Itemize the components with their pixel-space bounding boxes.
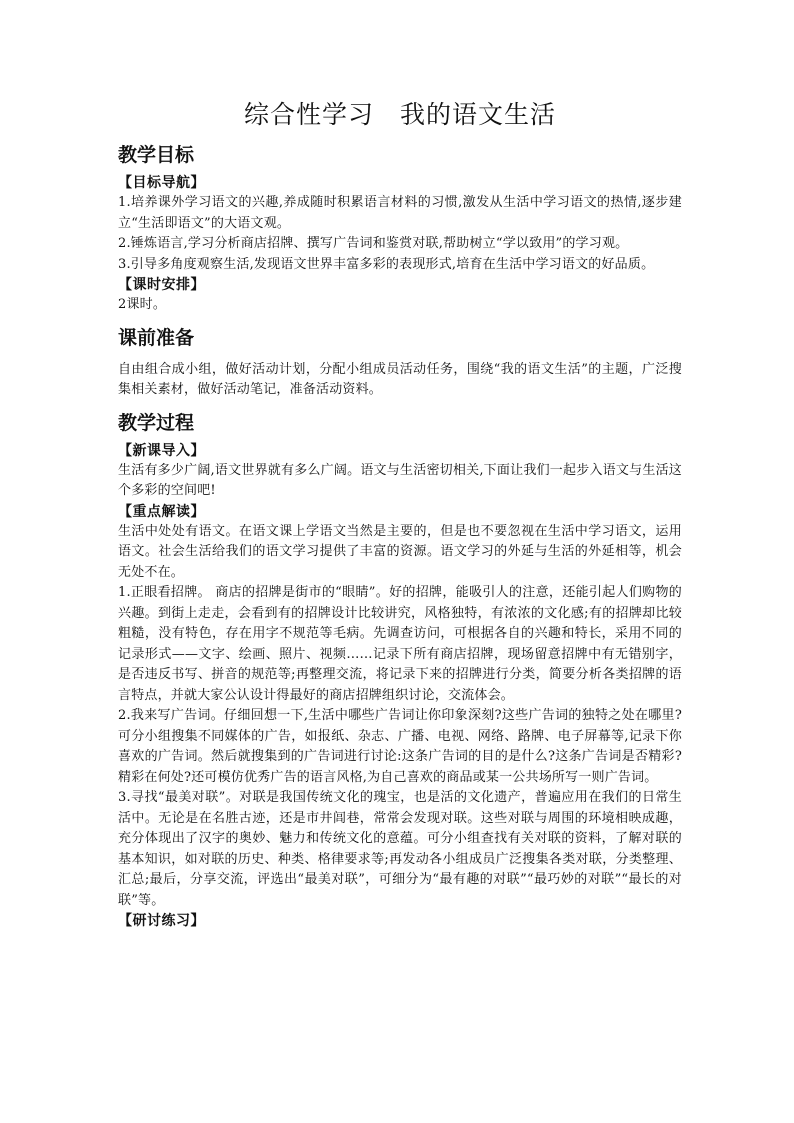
key-paragraph-2: 2.我来写广告词。仔细回想一下,生活中哪些广告词让你印象深刻?这些广告词的独特之处在哪里?可分小组搜集不同媒体的广告，如报纸、杂志、广播、电视、网络、路牌、电子屏幕等,记录下你喜欢的广告词。然后就搜集到的广告词进行讨论:这条广告词的目的是什么?这条广告词是否精彩?精彩在何处?还可模仿优秀广告的语言风格,为自己喜欢的商品或某一公共场所写一则广告词。: [118, 708, 682, 785]
subheading-key-points: 【重点解读】: [118, 503, 205, 520]
intro-text: 生活有多少广阔,语文世界就有多么广阔。语文与生活密切相关,下面让我们一起步入语文与生活这个多彩的空间吧!: [118, 462, 682, 498]
section-heading-process: 教学过程: [118, 411, 195, 434]
page-title: 综合性学习 我的语文生活: [243, 100, 556, 129]
section-heading-prep: 课前准备: [118, 326, 195, 349]
key-paragraph-3: 3.寻找“最美对联”。对联是我国传统文化的瑰宝，也是活的文化遗产，普遍应用在我们的日常生活中。无论是在名胜古迹，还是市井闾巷，常常会发现对联。这些对联与周围的环境相映成趣，充分体现出了汉字的奥妙、魅力和传统文化的意蕴。可分小组查找有关对联的资料，了解对联的基本知识，如对联的历史、种类、格律要求等;再发动各小组成员广泛搜集各类对联，分类整理、汇总;最后，分享交流，评选出“最美对联”，可细分为“最有趣的对联”“最巧妙的对联”“最长的对联”等。: [118, 790, 682, 908]
key-paragraph-0: 生活中处处有语文。在语文课上学语文当然是主要的，但是也不要忽视在生活中学习语文，运用语文。社会生活给我们的语文学习提供了丰富的资源。语文学习的外延与生活的外延相等，机会无处不在。: [118, 523, 682, 580]
section-heading-goals: 教学目标: [118, 144, 195, 166]
subheading-intro: 【新课导入】: [118, 442, 205, 459]
prep-text: 自由组合成小组，做好活动计划，分配小组成员活动任务，围绕“我的语文生活”的主题，广泛搜集相关素材，做好活动笔记，准备活动资料。: [118, 361, 682, 397]
key-paragraph-1: 1.正眼看招牌。 商店的招牌是街市的“眼睛”。好的招牌，能吸引人的注意，还能引起人们购物的兴趣。到街上走走，会看到有的招牌设计比较讲究，风格独特，有浓浓的文化感;有的招牌却比较粗糙，没有特色，存在用字不规范等毛病。先调查访问，可根据各自的兴趣和特长，采用不同的记录形式——文字、绘画、照片、视频……记录下所有商店招牌，现场留意招牌中有无错别字，是否违反书写、拼音的规范等;再整理交流，将记录下来的招牌进行分类，简要分析各类招牌的语言特点，并就大家公认设计得最好的商店招牌组织讨论，交流体会。: [118, 585, 682, 703]
subheading-schedule: 【课时安排】: [118, 277, 205, 293]
goal-item-3: 3.引导多角度观察生活,发现语文世界丰富多彩的表现形式,培育在生活中学习语文的好品质。: [118, 256, 655, 272]
document-page: [118, 98, 682, 931]
subheading-goal-nav: 【目标导航】: [118, 175, 205, 191]
schedule-text: 2课时。: [118, 297, 167, 312]
subheading-practice: 【研讨练习】: [118, 913, 205, 929]
goal-item-1: 1.培养课外学习语文的兴趣,养成随时积累语言材料的习惯,激发从生活中学习语文的热情,逐步建立“生活即语文”的大语文观。: [118, 195, 682, 231]
goal-item-2: 2.锤炼语言,学习分析商店招牌、撰写广告词和鉴赏对联,帮助树立“学以致用”的学习观。: [118, 236, 629, 251]
